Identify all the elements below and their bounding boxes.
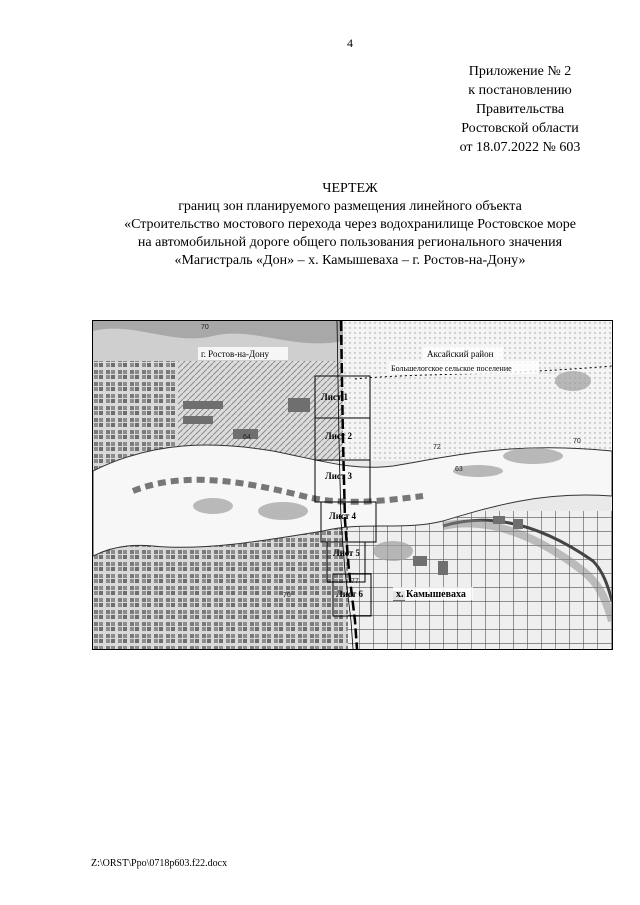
village-grid bbox=[348, 511, 612, 649]
city-label: г. Ростов-на-Дону bbox=[201, 349, 270, 359]
map-svg bbox=[93, 321, 612, 649]
sheet-label: Лист 6 bbox=[336, 589, 364, 599]
title-line: границ зон планируемого размещения линейного объекта bbox=[178, 199, 522, 214]
file-path: Z:\ORST\Ppo\0718p603.f22.docx bbox=[91, 858, 228, 869]
appendix-block bbox=[440, 62, 600, 157]
contour-label: 70 bbox=[283, 592, 291, 599]
map-drawing bbox=[92, 320, 613, 650]
title-heading: ЧЕРТЕЖ bbox=[322, 181, 378, 196]
contour-label: 70 bbox=[573, 438, 581, 445]
contour-label: 63 bbox=[455, 466, 463, 473]
title-line: «Строительство мостового перехода через водохранилище Ростовское море bbox=[124, 217, 576, 232]
village-label: х. Камышеваха bbox=[396, 589, 466, 600]
drawing-title bbox=[60, 180, 640, 270]
contour-label: 77 bbox=[351, 578, 359, 585]
appendix-line: к постановлению bbox=[468, 83, 572, 98]
appendix-line: Правительства bbox=[475, 102, 565, 117]
title-line: «Магистраль «Дон» – х. Камышеваха – г. Ростов-на-Дону» bbox=[174, 253, 526, 268]
page-number: 4 bbox=[347, 36, 353, 50]
settlement-label: Большелогское сельское поселение bbox=[391, 364, 512, 373]
fields-area bbox=[343, 321, 612, 461]
appendix-line: от 18.07.2022 № 603 bbox=[459, 140, 581, 155]
sheet-label: Лист 5 bbox=[333, 548, 361, 558]
appendix-line: Приложение № 2 bbox=[468, 64, 572, 79]
district-label: Аксайский район bbox=[427, 349, 494, 359]
contour-label: 64 bbox=[243, 434, 251, 441]
sheet-label: Лист 3 bbox=[325, 471, 353, 481]
appendix-line: Ростовской области bbox=[461, 121, 579, 136]
contour-label: 72 bbox=[433, 444, 441, 451]
contour-label: 70 bbox=[201, 324, 209, 331]
title-line: на автомобильной дороге общего пользования регионального значения bbox=[137, 235, 563, 250]
sheet-label: Лист 1 bbox=[321, 392, 349, 402]
sheet-label: Лист 2 bbox=[325, 431, 353, 441]
sheet-label: Лист 4 bbox=[329, 511, 357, 521]
